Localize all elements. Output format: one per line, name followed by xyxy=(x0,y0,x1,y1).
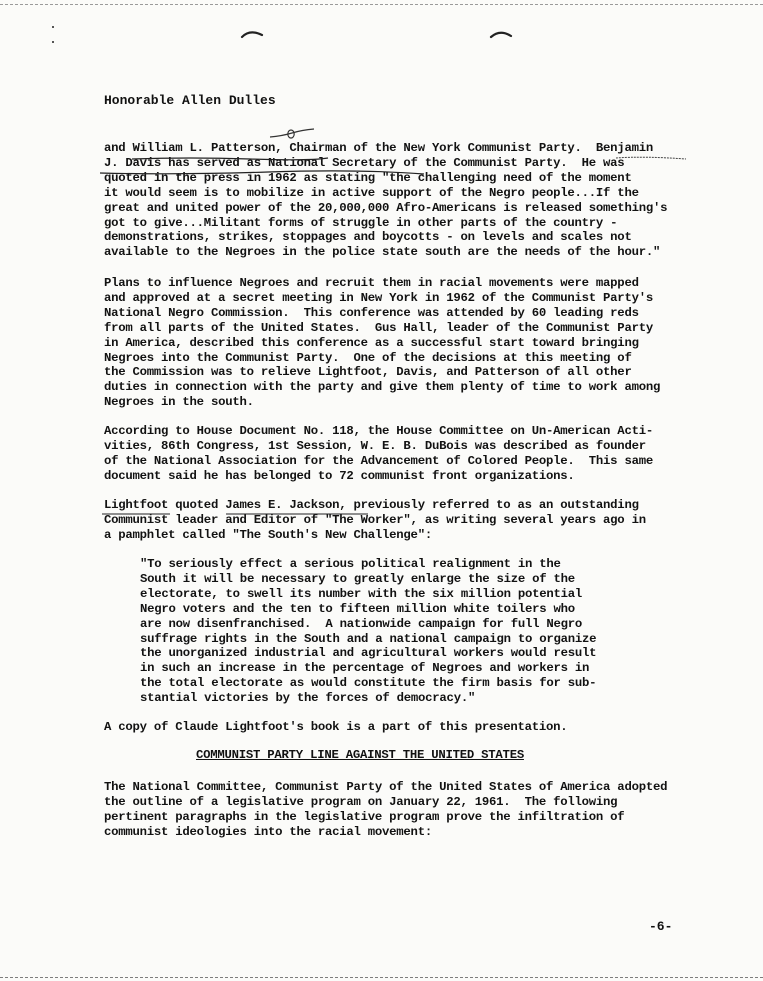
handwritten-underline xyxy=(98,169,428,179)
text-line: from all parts of the United States. Gus Hall, leader of the Communist Party xyxy=(104,320,653,335)
text-line: the unorganized industrial and agricultural workers would result xyxy=(140,646,597,661)
text-line: of the National Association for the Advancement of Colored People. This same xyxy=(104,453,653,468)
text-line: are now disenfranchised. A nationwide campaign for full Negro xyxy=(140,616,583,631)
paragraph-national-committee xyxy=(104,780,667,840)
paragraph-lightfoot-quoted xyxy=(104,498,646,543)
text-line: Lightfoot quoted James E. Jackson, previously referred to as an outstanding xyxy=(104,498,639,512)
text-line: Plans to influence Negroes and recruit them in racial movements were mapped xyxy=(104,276,639,290)
text-line: a pamphlet called "The South's New Challenge": xyxy=(104,527,432,542)
text-line: Communist leader and Editor of "The Worker", as writing several years ago in xyxy=(104,512,646,527)
text-line: the total electorate as would constitute the firm basis for sub- xyxy=(140,676,597,691)
text-line: in such an increase in the percentage of Negroes and workers in xyxy=(140,661,590,676)
text-line: According to House Document No. 118, the House Committee on Un-American Acti- xyxy=(104,424,653,438)
text-line: "To seriously effect a serious political realignment in the xyxy=(140,557,561,571)
text-line: demonstrations, strikes, stoppages and boycotts - on levels and scales not xyxy=(104,230,632,245)
page-top-edge xyxy=(0,4,763,5)
page-number: -6- xyxy=(649,919,673,934)
text-line: communist ideologies into the racial movement: xyxy=(104,824,432,839)
text-line: Negroes into the Communist Party. One of the decisions at this meeting of xyxy=(104,350,632,365)
handwritten-check-mark xyxy=(268,127,316,141)
text-line: in America, described this conference as a successful start toward bringing xyxy=(104,335,639,350)
text-line: The National Committee, Communist Party of the United States of America adopted xyxy=(104,780,668,794)
text-line: document said he has belonged to 72 communist front organizations. xyxy=(104,468,575,483)
text-line: and approved at a secret meeting in New York in 1962 of the Communist Party's xyxy=(104,290,653,305)
block-quote-jackson xyxy=(140,557,596,706)
text-line: and William L. Patterson, Chairman of the New York Communist Party. Benjamin xyxy=(104,141,653,155)
page-bottom-edge xyxy=(0,977,763,978)
margin-tick xyxy=(52,26,54,28)
text-line: it would seem is to mobilize in active support of the Negro people...If the xyxy=(104,185,639,200)
paragraph-plans-to-influence xyxy=(104,276,660,410)
text-line: A copy of Claude Lightfoot's book is a part of this presentation. xyxy=(104,720,568,734)
text-line: stantial victories by the forces of democracy." xyxy=(140,691,476,706)
text-line: vities, 86th Congress, 1st Session, W. E. B. DuBois was described as founder xyxy=(104,438,646,453)
text-line: got to give...Militant forms of struggle in other parts of the country - xyxy=(104,215,618,230)
text-line: the Commission was to relieve Lightfoot, Davis, and Patterson of all other xyxy=(104,365,632,380)
section-title: COMMUNIST PARTY LINE AGAINST THE UNITED STATES xyxy=(196,748,524,762)
text-line: available to the Negroes in the police state south are the needs of the hour." xyxy=(104,245,661,260)
text-line: Negroes in the south. xyxy=(104,395,254,410)
handwritten-underline xyxy=(130,154,330,164)
text-line: quoted in the press in 1962 as stating "the challenging need of the moment xyxy=(104,170,632,185)
margin-tick xyxy=(52,41,54,43)
text-line: duties in connection with the party and give them plenty of time to work among xyxy=(104,380,661,395)
text-line: South it will be necessary to greatly enlarge the size of the xyxy=(140,571,575,586)
text-line: suffrage rights in the South and a national campaign to organize xyxy=(140,631,597,646)
punch-mark-left xyxy=(240,28,264,40)
text-line: National Negro Commission. This conference was attended by 60 leading reds xyxy=(104,305,639,320)
text-line: Negro voters and the ten to fifteen million white toilers who xyxy=(140,601,575,616)
paragraph-book-copy xyxy=(104,720,567,735)
text-line: electorate, to swell its number with the six million potential xyxy=(140,586,583,601)
punch-mark-right xyxy=(489,28,513,40)
text-line: pertinent paragraphs in the legislative program prove the infiltration of xyxy=(104,809,625,824)
text-line: J. Davis has served as National Secretary of the Communist Party. He was xyxy=(104,155,625,170)
text-line: great and united power of the 20,000,000 Afro-Americans is released something's xyxy=(104,200,668,215)
handwritten-underline xyxy=(100,510,370,518)
addressee-heading: Honorable Allen Dulles xyxy=(104,93,276,108)
handwritten-strike xyxy=(614,154,688,162)
text-line: the outline of a legislative program on January 22, 1961. The following xyxy=(104,794,618,809)
paragraph-house-document xyxy=(104,424,653,484)
